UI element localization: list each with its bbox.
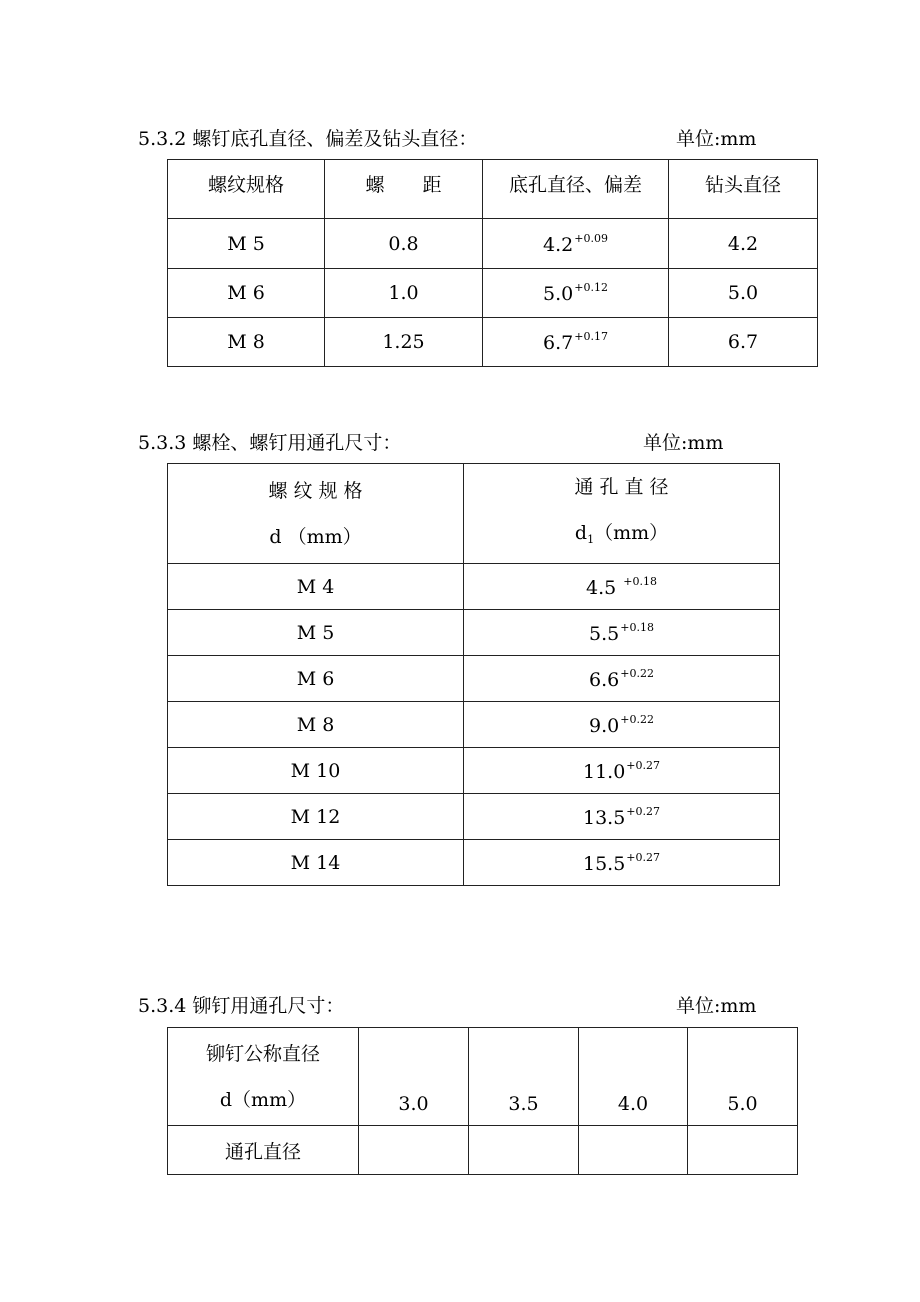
thread-spec-cell: M 14 [168, 840, 464, 886]
rivet-diameter-label: 铆钉公称直径 [205, 1042, 320, 1065]
thread-spec-cell: M 4 [168, 564, 464, 610]
table-header-row [168, 160, 818, 219]
drill-diameter-cell: 6.7 [669, 318, 818, 367]
table-row [168, 269, 818, 318]
clearance-hole-cell [579, 1126, 688, 1175]
table-row [168, 610, 780, 656]
rivet-hole-table [167, 1027, 798, 1175]
clearance-hole-table [167, 463, 780, 886]
screw-pilot-hole-table [167, 159, 818, 367]
clearance-hole-cell [469, 1126, 579, 1175]
header-clearance-hole-label: 通 孔 直 径 [574, 476, 669, 498]
tolerance-value: +0.22 [620, 666, 654, 680]
clearance-hole-label-cell: 通孔直径 [168, 1126, 359, 1175]
thread-spec-cell: M 6 [168, 269, 325, 318]
tolerance-value: +0.27 [626, 850, 661, 864]
hole-value: 9.0 [589, 714, 620, 737]
table-row [168, 702, 780, 748]
tolerance-value: +0.18 [620, 620, 654, 634]
pitch-cell: 0.8 [325, 219, 483, 269]
table-header-row [168, 464, 780, 564]
header-thread-spec: 螺纹规格 [168, 160, 325, 219]
unit-mm: （mm） [594, 522, 669, 544]
table-row [168, 656, 780, 702]
thread-spec-cell: M 10 [168, 748, 464, 794]
rivet-diameter-cell: 5.0 [688, 1028, 798, 1126]
clearance-hole-cell [464, 840, 780, 886]
tolerance-value: +0.27 [626, 758, 661, 772]
header-thread-spec-unit: d （mm） [269, 525, 362, 548]
d-subscript: 1 [587, 533, 595, 546]
pitch-cell: 1.0 [325, 269, 483, 318]
header-hole-diameter-tolerance: 底孔直径、偏差 [483, 160, 669, 219]
section-5-3-4-title: 5.3.4 铆钉用通孔尺寸： [138, 995, 345, 1017]
table-row [168, 564, 780, 610]
tolerance-value: +0.22 [620, 712, 654, 726]
thread-spec-cell: M 5 [168, 219, 325, 269]
section-5-3-2-title: 5.3.2 螺钉底孔直径、偏差及钻头直径： [138, 128, 478, 150]
header-thread-spec-label: 螺 纹 规 格 [268, 479, 363, 502]
hole-value: 13.5 [582, 806, 626, 829]
clearance-hole-cell [464, 564, 780, 610]
section-5-3-3-unit: 单位:mm [643, 432, 724, 454]
tolerance-value: +0.12 [574, 281, 608, 294]
header-drill-diameter: 钻头直径 [669, 160, 818, 219]
clearance-hole-cell [688, 1126, 798, 1175]
hole-value: 5.5 [589, 622, 620, 645]
clearance-hole-cell [464, 702, 780, 748]
hole-diameter-cell [483, 318, 669, 367]
table-row [168, 219, 818, 269]
rivet-diameter-label-cell [168, 1028, 359, 1126]
rivet-diameter-cell: 3.5 [469, 1028, 579, 1126]
d-symbol: d [574, 522, 588, 544]
hole-value: 6.6 [589, 668, 620, 691]
table-row [168, 1126, 798, 1175]
hole-diameter-cell [483, 269, 669, 318]
header-pitch: 螺 距 [325, 160, 483, 219]
section-5-3-4-unit: 单位:mm [676, 995, 757, 1017]
header-clearance-hole-unit [464, 510, 779, 563]
section-5-3-2-unit: 单位:mm [676, 128, 757, 150]
hole-value: 4.5 [586, 576, 623, 599]
thread-spec-cell: M 6 [168, 656, 464, 702]
section-5-3-3-title: 5.3.3 螺栓、螺钉用通孔尺寸： [138, 432, 402, 454]
hole-value: 15.5 [582, 852, 626, 875]
clearance-hole-cell [464, 610, 780, 656]
clearance-hole-cell [464, 656, 780, 702]
drill-diameter-cell: 4.2 [669, 219, 818, 269]
pitch-cell: 1.25 [325, 318, 483, 367]
tolerance-value: +0.09 [574, 231, 608, 245]
table-row [168, 794, 780, 840]
tolerance-value: +0.18 [623, 574, 657, 588]
hole-diameter-cell [483, 219, 669, 269]
clearance-hole-cell [359, 1126, 469, 1175]
header-thread-spec [168, 464, 464, 564]
header-clearance-hole [464, 464, 780, 564]
rivet-diameter-cell: 4.0 [579, 1028, 688, 1126]
clearance-hole-cell [464, 748, 780, 794]
tolerance-value: +0.17 [574, 330, 608, 343]
table-row [168, 1028, 798, 1126]
drill-diameter-cell: 5.0 [669, 269, 818, 318]
table-row [168, 318, 818, 367]
hole-value: 4.2 [543, 233, 574, 256]
table-row [168, 748, 780, 794]
rivet-diameter-cell: 3.0 [359, 1028, 469, 1126]
clearance-hole-cell [464, 794, 780, 840]
hole-value: 6.7 [543, 332, 574, 354]
thread-spec-cell: M 12 [168, 794, 464, 840]
table-row [168, 840, 780, 886]
thread-spec-cell: M 8 [168, 318, 325, 367]
thread-spec-cell: M 5 [168, 610, 464, 656]
hole-value: 11.0 [582, 760, 626, 783]
hole-value: 5.0 [543, 283, 574, 305]
rivet-diameter-unit: d（mm） [219, 1088, 307, 1111]
thread-spec-cell: M 8 [168, 702, 464, 748]
tolerance-value: +0.27 [626, 804, 661, 818]
